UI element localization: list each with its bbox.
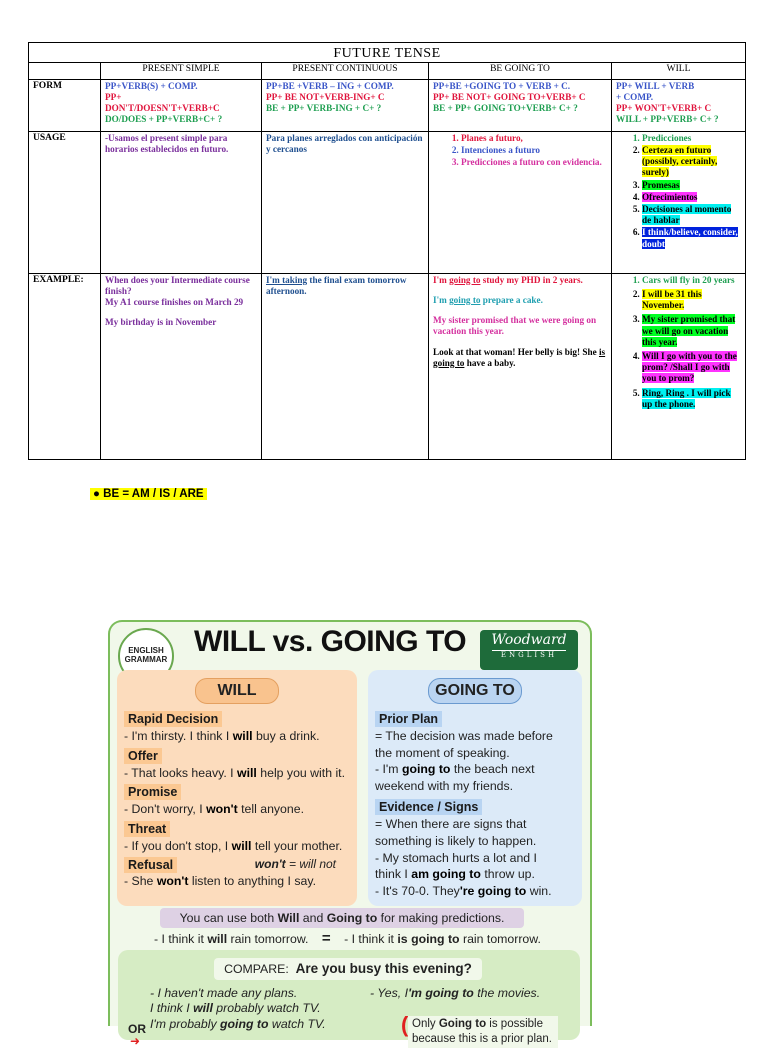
- form-will-affirmative-b: + COMP.: [616, 91, 654, 102]
- badge-line-1: ENGLISH: [128, 646, 164, 656]
- be-bullet: ● BE = AM / IS / ARE: [90, 488, 207, 500]
- usage-will-text: Certeza en futuro (possibly, certainly, surely): [642, 144, 718, 178]
- compare-line-3: I'm probably going to watch TV.: [150, 1017, 326, 1031]
- prior-plan: Prior Plan = The decision was made before the moment of speaking. - I'm going to the beach next weekend with my friends.: [375, 712, 553, 793]
- form-gt-negative: PP+ BE NOT+ GOING TO+VERB+ C: [433, 91, 586, 102]
- form-present-continuous: [262, 79, 429, 131]
- form-will-negative: PP+ WON'T+VERB+ C: [616, 103, 712, 114]
- example-will-item: 1. Cars will fly in 20 years: [642, 275, 741, 286]
- infographic-title: WILL vs. GOING TO: [194, 625, 467, 658]
- form-pc-question: BE + PP+ VERB-ING + C+ ?: [266, 103, 382, 114]
- woodward-logo: [480, 630, 578, 670]
- form-gt-question: BE + PP+ GOING TO+VERB+ C+ ?: [433, 103, 578, 114]
- form-label: FORM: [29, 79, 101, 131]
- form-row: [29, 79, 746, 131]
- example-present-simple: [101, 273, 262, 459]
- form-ps-negative-a: PP+: [105, 91, 122, 102]
- header-present-simple: PRESENT SIMPLE: [101, 63, 262, 80]
- form-ps-negative-b: DON'T/DOESN'T+VERB+C: [105, 103, 220, 114]
- will-item-rapid: Rapid Decision - I'm thirsty. I think I will buy a drink.: [124, 712, 320, 743]
- header-present-continuous: PRESENT CONTINUOUS: [262, 63, 429, 80]
- predictions-example: - I think it will rain tomorrow. = - I think it is going to rain tomorrow.: [154, 930, 541, 947]
- example-row: [29, 273, 746, 459]
- example-ps-line: When does your Intermediate course finish?: [105, 274, 250, 296]
- usage-will-item: [642, 227, 741, 249]
- example-will: [612, 273, 746, 459]
- form-present-simple: [101, 79, 262, 131]
- table-title: FUTURE TENSE: [29, 43, 746, 63]
- usage-will-text: Ofrecimientos: [642, 191, 698, 202]
- header-will: WILL: [612, 63, 746, 80]
- usage-label: USAGE: [29, 131, 101, 273]
- form-going-to: [429, 79, 612, 131]
- form-gt-affirmative: PP+BE +GOING TO + VERB + C.: [433, 80, 571, 91]
- going-to-panel: [368, 670, 582, 906]
- usage-will-text: Predicciones: [642, 132, 692, 143]
- usage-will-item: [642, 204, 741, 226]
- form-pc-negative: PP+ BE NOT+VERB-ING+ C: [266, 91, 385, 102]
- will-item-offer: Offer - That looks heavy. I will help you with it.: [124, 748, 346, 780]
- going-to-heading: GOING TO: [428, 678, 522, 704]
- example-will-item: 5. Ring, Ring . I will pick up the phone.: [642, 388, 741, 410]
- will-tag: Threat: [124, 821, 170, 837]
- future-tense-table: [28, 42, 746, 460]
- will-tag: Rapid Decision: [124, 711, 222, 727]
- bracket-icon: (: [401, 1012, 409, 1037]
- example-present-continuous: [262, 273, 429, 459]
- form-ps-question: DO/DOES + PP+VERB+C+ ?: [105, 114, 223, 125]
- evidence-signs: Evidence / Signs = When there are signs that something is likely to happen. - My stomach hurts a lot and I think I am going to throw up. - It's 70-0. They're going to win.: [375, 800, 552, 898]
- example-ps-line: My birthday is in November: [105, 317, 217, 328]
- usage-will-text: Decisiones al momento de hablar: [642, 203, 732, 226]
- compare-line-4: - Yes, I'm going to the movies.: [370, 986, 541, 1000]
- usage-will: [612, 131, 746, 273]
- example-pc-underlined: I'm taking: [266, 274, 308, 285]
- logo-sub: ENGLISH: [492, 650, 566, 659]
- will-tag: Offer: [124, 748, 162, 764]
- header-be-going-to: BE GOING TO: [429, 63, 612, 80]
- usage-will-text: Promesas: [642, 179, 680, 190]
- be-bullet-text: BE = AM / IS / ARE: [103, 488, 204, 500]
- usage-row: [29, 131, 746, 273]
- logo-text: Woodward: [491, 632, 567, 648]
- usage-present-simple: -Usamos el present simple para horarios establecidos en futuro.: [101, 131, 262, 273]
- evidence-tag: Evidence / Signs: [375, 799, 482, 815]
- example-gt-line: I'm going to prepare a cake.: [433, 294, 543, 305]
- will-heading: WILL: [195, 678, 279, 704]
- will-item-threat: Threat - If you don't stop, I will tell your mother.: [124, 821, 343, 853]
- example-label: EXAMPLE:: [29, 273, 101, 459]
- usage-present-continuous: Para planes arreglados con anticipación y cercanos: [262, 131, 429, 273]
- usage-will-item: [642, 133, 741, 144]
- example-gt-line: I'm going to study my PHD in 2 years.: [433, 274, 583, 285]
- will-tag: Refusal: [124, 857, 177, 873]
- usage-will-text: I think/believe, consider, doubt: [642, 227, 738, 249]
- usage-will-item: [642, 180, 741, 191]
- compare-box: [118, 950, 580, 1048]
- will-item-refusal: Refusal won't = will not - She won't listen to anything I say.: [124, 856, 336, 889]
- usage-gt-item: 1. Planes a futuro,: [461, 133, 607, 144]
- compare-bar: COMPARE: Are you busy this evening?: [214, 958, 482, 980]
- usage-going-to: [429, 131, 612, 273]
- example-gt-line: My sister promised that we were going on vacation this year.: [433, 315, 597, 337]
- example-gt-line: Look at that woman! Her belly is big! She is going to have a baby.: [433, 346, 606, 368]
- example-pc-rest: the final exam tomorrow afternoon.: [266, 274, 407, 296]
- compare-line-1: - I haven't made any plans.: [150, 986, 298, 1000]
- usage-gt-item: 2. Intenciones a futuro: [461, 145, 607, 156]
- compare-line-2: I think I will probably watch TV.: [150, 1001, 321, 1015]
- will-tag: Promise: [124, 784, 181, 800]
- header-blank: [29, 63, 101, 80]
- example-will-item: 3. My sister promised that we will go on vacation this year.: [642, 314, 741, 348]
- equals-sign: =: [321, 930, 331, 947]
- form-will-question: WILL + PP+VERB+ C+ ?: [616, 114, 719, 125]
- form-will: [612, 79, 746, 131]
- will-vs-going-to-infographic: [108, 620, 592, 1048]
- will-panel: [117, 670, 357, 906]
- usage-gt-item: 3. Predicciones a futuro con evidencia.: [461, 157, 607, 168]
- example-will-item: 2. I will be 31 this November.: [642, 289, 741, 311]
- predictions-bar: You can use both Will and Going to for making predictions.: [160, 908, 524, 928]
- table-header-row: [29, 63, 746, 80]
- example-will-item: 4. Will I go with you to the prom? /Shall I go with you to prom?: [642, 351, 741, 385]
- usage-will-item: [642, 192, 741, 203]
- prior-plan-tag: Prior Plan: [375, 711, 442, 727]
- refusal-note: won't = will not: [254, 856, 336, 871]
- form-will-affirmative-a: PP+ WILL + VERB: [616, 80, 695, 91]
- example-ps-line: My A1 course finishes on March 29: [105, 297, 244, 308]
- or-label: OR: [128, 1022, 146, 1036]
- will-item-promise: Promise - Don't worry, I won't tell anyone.: [124, 785, 304, 817]
- example-going-to: [429, 273, 612, 459]
- form-pc-affirmative: PP+BE +VERB – ING + COMP.: [266, 80, 394, 91]
- badge-line-2: GRAMMAR: [124, 655, 168, 664]
- usage-will-item: [642, 145, 741, 179]
- form-ps-affirmative: PP+VERB(S) + COMP.: [105, 80, 198, 91]
- prior-plan-note: Only Going to is possible because this is a prior plan.: [408, 1016, 558, 1048]
- arrow-icon: ➜: [130, 1034, 141, 1048]
